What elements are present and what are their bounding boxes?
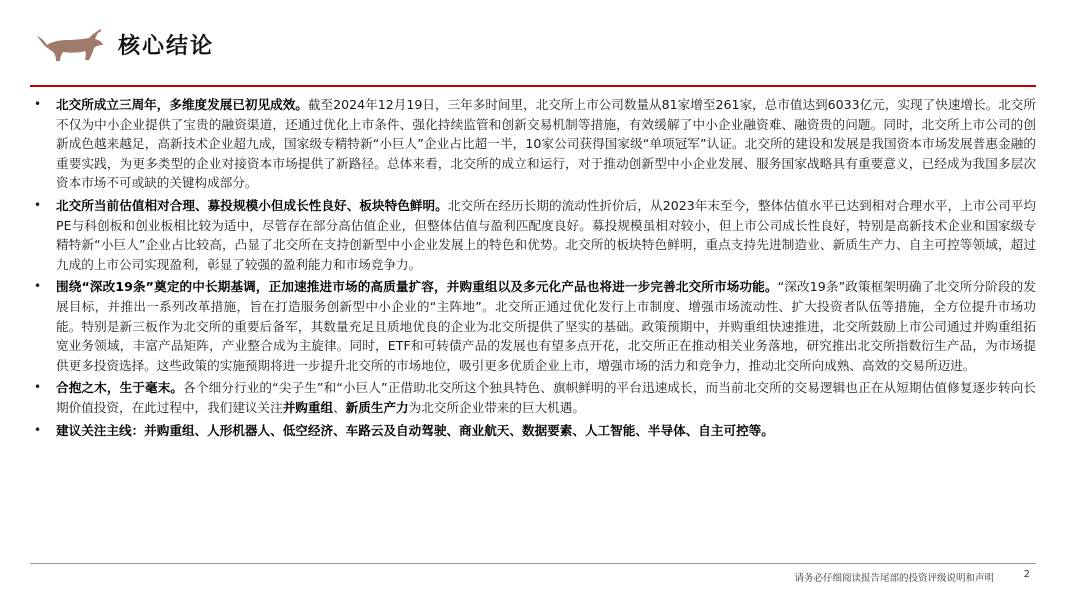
bullet-lead: 合抱之木，生于毫末。 (56, 380, 184, 396)
bullet-item-themes (30, 421, 1036, 441)
bullet-emphasis: 并购重组 (282, 399, 334, 415)
bullet-body: 各个细分行业的“尖子生”和“小巨人”正借助北交所这个独具特色、旗帜鲜明的平台迅速成长，而当前北交所的交易逻辑也正在从短期估值修复逐步转向长期价值投资，在此过程中，我们建议关注 (56, 380, 1036, 415)
bullet-icon: • (34, 279, 42, 294)
bullet-icon: • (34, 422, 42, 437)
bullet-separator: 、 (333, 399, 346, 415)
bull-logo-icon (33, 26, 105, 64)
bullet-item-valuation (30, 196, 1036, 274)
footer-disclaimer: 请务必仔细阅读报告尾部的投资评级说明和声明 (794, 573, 994, 584)
bullet-lead: 围绕“深改19条”奠定的中长期基调，正加速推进市场的高质量扩容，并购重组以及多元化产品也将进一步完善北交所市场功能。 (56, 279, 778, 295)
slide-header (0, 0, 1067, 86)
bullet-item-reform (30, 277, 1036, 375)
bullet-icon: • (34, 97, 42, 111)
bullet-lead: 北交所当前估值相对合理、募投规模小但成长性良好、板块特色鲜明。 (56, 197, 448, 213)
page-title: 核心结论 (118, 34, 215, 59)
page-number: 2 (1023, 569, 1030, 580)
bullet-lead: 建议关注主线：并购重组、人形机器人、低空经济、车路云及自动驾驶、商业航天、数据要素、人工智能、半导体、自主可控等。 (56, 422, 774, 438)
bullet-tail: 为北交所企业带来的巨大机遇。 (408, 399, 585, 415)
bullet-body: “深改19条”政策框架明确了北交所分阶段的发展目标，并推出一系列改革措施，旨在打造服务创新型中小企业的“主阵地”。北交所正通过优化发行上市制度、增强市场流动性、扩大投资者队伍等措施，全方位提升市场功能。特别是新三板作为北交所的重要后备军，其数量充足且质地优良的企业为北交所提供了坚实的基础。政策预期中，并购重组快速推进，北交所鼓励上市公司通过并购重组拓宽业务领域，丰富产品矩阵，产业整合成为主旋律。同时，ETF和可转债产品的发展也有望多点开花，北交所正在推动相关业务落地，研究推出北交所指数衍生产品，为市场提供更多投资选择。这些政策的实施预期将进一步提升北交所的市场地位，吸引更多优质企业上市，增强市场的活力和竞争力，推动北交所向成熟、高效的交易所迈进。 (56, 279, 1036, 373)
bullet-icon: • (34, 197, 42, 212)
bullet-item-anniversary (30, 95, 1036, 193)
bullet-body: 北交所在经历长期的流动性折价后，从2023年末至今，整体估值水平已达到相对合理水平，上市公司平均PE与科创板和创业板相比较为适中，尽管存在部分高估值企业，但整体估值与盈利匹配度良好。募投规模虽相对较小，但上市公司成长性良好，特别是高新技术企业和国家级专精特新“小巨人”企业占比较高，凸显了北交所在支持创新型中小企业发展上的特色和优势。北交所的板块特色鲜明，重点支持先进制造业、新质生产力、自主可控等领域，超过九成的上市公司实现盈利，彰显了较强的盈利能力和市场竞争力。 (56, 197, 1037, 272)
bullet-body: 截至2024年12月19日，三年多时间里，北交所上市公司数量从81家增至261家，总市值达到6033亿元，实现了快速增长。北交所不仅为中小企业提供了宝贵的融资渠道，还通过优化上市条件、强化持续监管和创新交易机制等措施，有效缓解了中小企业融资难、融资贵的问题。同时，北交所上市公司的创新成色越来越足，高新技术企业超九成，国家级专精特新“小巨人”企业占比超一半，10家公司获得国家级“单项冠军”认证。北交所的建设和发展是我国资本市场发展普惠金融的重要实践，为更多类型的企业对接资本市场提供了新路径。总体来看，北交所的成立和运行，对于推动创新型中小企业发展、服务国家战略具有重要意义，已经成为我国多层次资本市场不可或缺的关键构成部分。 (56, 97, 1036, 191)
bullet-icon: • (34, 380, 42, 395)
main-content (30, 95, 1036, 443)
bullet-emphasis: 新质生产力 (345, 399, 409, 415)
header-divider (30, 85, 1036, 87)
conclusion-list (30, 95, 1036, 440)
bullet-lead: 北交所成立三周年，多维度发展已初见成效。 (56, 97, 308, 112)
footer-divider (30, 563, 1036, 564)
bullet-item-growth (30, 378, 1036, 417)
